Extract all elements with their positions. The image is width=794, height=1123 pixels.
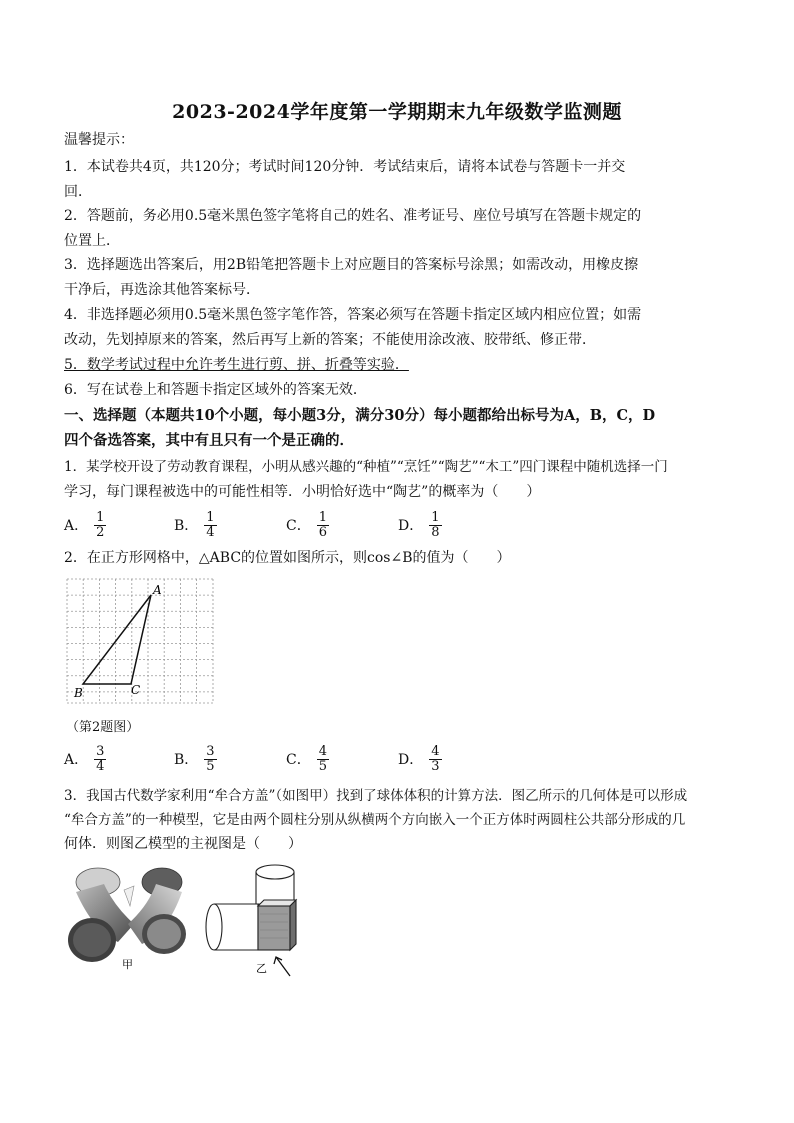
tip-line: 回． <box>64 184 92 200</box>
figure-caption: （第2题图） <box>66 720 140 735</box>
numerator: 4 <box>431 743 440 759</box>
denominator: 2 <box>96 524 105 540</box>
question-1-text: 1．某学校开设了劳动教育课程，小明从感兴趣的“种植”“烹饪”“陶艺”“木工”四门课程中随机选择一门 <box>64 459 668 475</box>
denominator: 6 <box>318 524 327 540</box>
option-label: D． <box>398 752 424 768</box>
question-2-options <box>64 742 736 776</box>
tip-line: 2．答题前，务必用0.5毫米黑色签字笔将自己的姓名、准考证号、座位号填写在答题卡规定的 <box>64 208 642 224</box>
triangle-abc <box>83 595 151 684</box>
fraction <box>94 511 106 540</box>
question-2-text: 2．在正方形网格中，△ABC的位置如图所示，则cos∠B的值为（ ） <box>64 550 511 566</box>
tip-line: 位置上． <box>64 233 120 249</box>
denominator: 5 <box>318 758 327 774</box>
tips-heading: 温馨提示： <box>64 132 134 148</box>
tip-line-underlined: 5．数学考试过程中允许考生进行剪、拼、折叠等实验． <box>64 357 409 373</box>
fraction <box>94 745 106 774</box>
option-c <box>286 742 329 776</box>
tip-line: 干净后，再选涂其他答案标号． <box>64 282 260 298</box>
tip-line: 改动，先划掉原来的答案，然后再写上新的答案；不能使用涂改液、胶带纸、修正带． <box>64 332 596 348</box>
fraction <box>317 745 329 774</box>
numerator: 3 <box>96 743 105 759</box>
option-c <box>286 508 329 542</box>
figure-yi-model <box>200 858 310 978</box>
numerator: 1 <box>431 509 440 525</box>
option-b <box>174 508 217 542</box>
numerator: 3 <box>206 743 215 759</box>
option-label: D． <box>398 518 424 534</box>
numerator: 1 <box>318 509 327 525</box>
question-1-options <box>64 508 736 542</box>
option-label: B． <box>174 518 199 534</box>
fraction <box>317 511 329 540</box>
tip-line: 6．写在试卷上和答题卡指定区域外的答案无效． <box>64 382 367 398</box>
option-label: A． <box>64 518 89 534</box>
numerator: 4 <box>318 743 327 759</box>
numerator: 1 <box>206 509 215 525</box>
tip-line: 4．非选择题必须用0.5毫米黑色签字笔作答，答案必须写在答题卡指定区域内相应位置；如需 <box>64 307 642 323</box>
denominator: 5 <box>206 758 215 774</box>
figure-jia-mouhefanggai <box>64 862 194 974</box>
option-label: C． <box>286 752 311 768</box>
triangle-grid-figure <box>64 576 216 706</box>
option-label: B． <box>174 752 199 768</box>
option-a <box>64 742 106 776</box>
question-3-text-cont2: 何体．则图乙模型的主视图是（ ） <box>64 836 302 852</box>
denominator: 4 <box>96 758 105 774</box>
question-3-text-cont: “牟合方盖”的一种模型，它是由两个圆柱分别从纵横两个方向嵌入一个正方体时两圆柱公共部分形成的几 <box>64 812 686 828</box>
fraction <box>429 511 441 540</box>
option-d <box>398 508 442 542</box>
vertex-label-b: B <box>74 686 83 700</box>
fraction <box>204 745 216 774</box>
denominator: 3 <box>431 758 440 774</box>
tip-line: 1．本试卷共4页，共120分；考试时间120分钟．考试结束后，请将本试卷与答题卡一并交 <box>64 159 626 175</box>
fraction <box>429 745 441 774</box>
vertex-label-a: A <box>153 583 162 597</box>
option-a <box>64 508 106 542</box>
fraction <box>204 511 216 540</box>
option-d <box>398 742 442 776</box>
denominator: 4 <box>206 524 215 540</box>
option-label: C． <box>286 518 311 534</box>
question-3-text: 3．我国古代数学家利用“牟合方盖”（如图甲）找到了球体体积的计算方法．图乙所示的几何体是可以形成 <box>64 788 688 804</box>
vertex-label-c: C <box>131 683 141 697</box>
tip-line: 3．选择题选出答案后，用2B铅笔把答题卡上对应题目的答案标号涂黑；如需改动，用橡皮擦 <box>64 257 639 273</box>
option-label: A． <box>64 752 89 768</box>
section-heading: 一、选择题（本题共10个小题，每小题3分，满分30分）每小题都给出标号为A，B，C，D <box>64 407 656 424</box>
label-jia: 甲 <box>122 958 133 971</box>
page-title: 2023-2024学年度第一学期期末九年级数学监测题 <box>172 101 622 123</box>
numerator: 1 <box>96 509 105 525</box>
arrow-icon <box>274 957 290 976</box>
option-b <box>174 742 217 776</box>
section-heading-cont: 四个备选答案，其中有且只有一个是正确的． <box>64 432 354 449</box>
label-yi: 乙 <box>256 962 267 975</box>
denominator: 8 <box>431 524 440 540</box>
question-1-text-cont: 学习，每门课程被选中的可能性相等．小明恰好选中“陶艺”的概率为（ ） <box>64 484 541 500</box>
